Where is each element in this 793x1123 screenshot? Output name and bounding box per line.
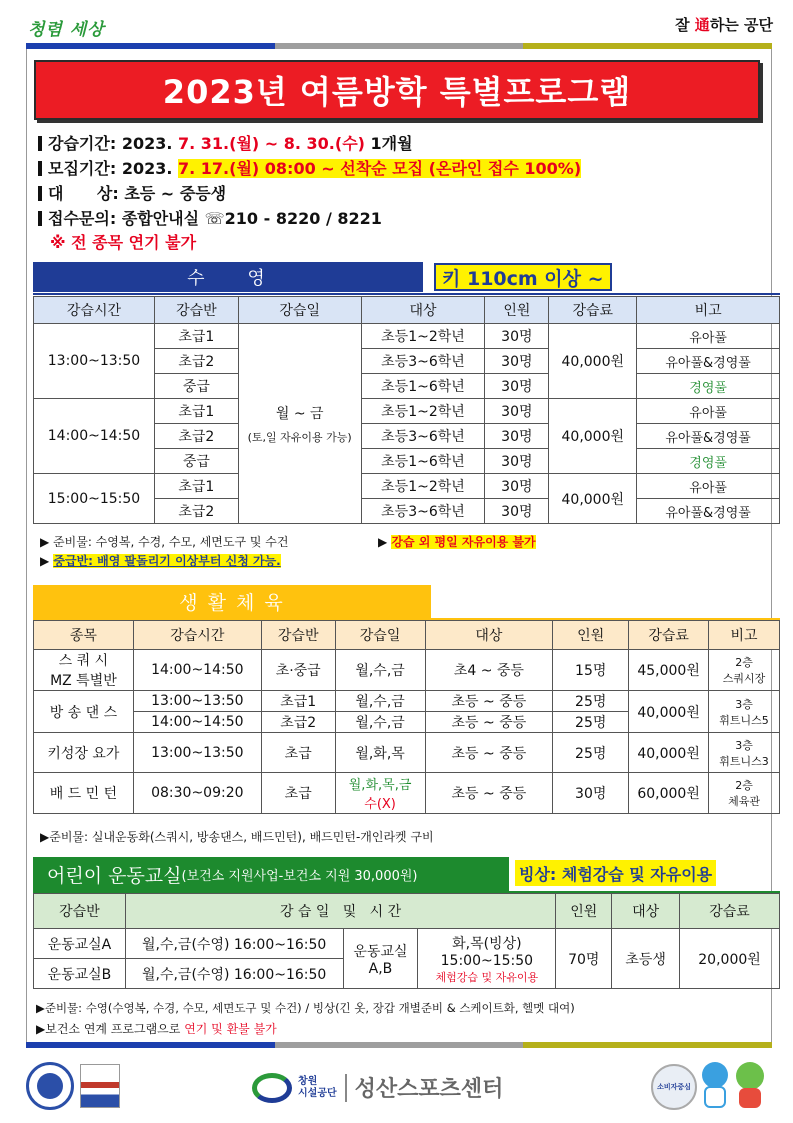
swim-col-fee: 강습료: [549, 297, 637, 324]
swim-time-cell: 15:00~15:50: [34, 474, 155, 524]
squash-name: 스 쿼 시: [58, 653, 109, 669]
swim-free-use-text: 강습 외 평일 자유이용 불가: [391, 535, 536, 549]
swim-time-cell: 13:00~13:50: [34, 324, 155, 399]
table-row: [34, 691, 780, 712]
life-col-days: 강습일: [335, 621, 425, 650]
swim-note-cell: 유아풀&경영풀: [637, 424, 780, 449]
life-sport-cell: 방 송 댄 스: [34, 691, 134, 733]
swirl-logo-icon: [252, 1073, 292, 1103]
life-section-header: [33, 585, 431, 618]
info-recruit: [38, 156, 581, 179]
life-target-cell: 초등 ~ 중등: [425, 691, 553, 712]
life-note-cell: [709, 733, 780, 773]
mascot-blue-icon: [700, 1062, 730, 1112]
life-fee-cell: 45,000원: [629, 650, 709, 691]
target-label: 대 상:: [48, 184, 119, 203]
life-target-cell: 초등 ~ 중등: [425, 773, 553, 814]
kids-class-cell: 운동교실A: [34, 929, 126, 959]
swim-target-cell: 초등1~2학년: [361, 399, 485, 424]
life-target-cell: 초4 ~ 중등: [425, 650, 553, 691]
swim-note-cell: 경영풀: [637, 374, 780, 399]
footer-org-logo: [252, 1072, 503, 1103]
arrow-icon: ▶: [40, 554, 54, 568]
kids-ice-note: [515, 860, 716, 886]
swim-people-cell: 30명: [485, 424, 549, 449]
swim-fee-cell: 40,000원: [549, 474, 637, 524]
life-prep-note: ▶준비물: 실내운동화(스쿼시, 방송댄스, 배드민턴), 배드민턴-개인라켓 구비: [40, 830, 434, 844]
circle-seal-icon: [26, 1062, 74, 1110]
badminton-days: 월,화,목,금: [348, 778, 412, 793]
swim-col-days: 강습일: [238, 297, 361, 324]
swim-people-cell: 30명: [485, 449, 549, 474]
footer-divider: [345, 1074, 347, 1102]
swim-col-time: 강습시간: [34, 297, 155, 324]
title-banner: [34, 60, 760, 120]
swim-free-use-note: [378, 533, 536, 550]
life-col-sport: 종목: [34, 621, 134, 650]
table-row: [34, 929, 780, 959]
swim-class-cell: 중급: [154, 374, 238, 399]
integrity-logo: [28, 14, 105, 40]
swim-height-note: [434, 263, 612, 291]
life-target-cell: 초등 ~ 중등: [425, 712, 553, 733]
kids-section-header: [33, 857, 509, 891]
life-people-cell: 15명: [553, 650, 629, 691]
swim-section-header: [33, 262, 423, 292]
swim-note-cell: 유아풀&경영풀: [637, 349, 780, 374]
life-note-cell: [709, 691, 780, 733]
arrow-icon: ▶: [378, 535, 392, 549]
swim-height-text: 키 110cm 이상 ~: [442, 267, 604, 290]
swim-days-sub: (토,일 자유이용 가능): [247, 430, 352, 444]
life-days-cell: 월,화,목: [335, 733, 425, 773]
kids-ice-days: 화,목(빙상): [452, 935, 522, 952]
bullet-marker: [38, 211, 42, 226]
kids-col-target: 대상: [612, 894, 680, 929]
slogan-pre: 잘: [675, 16, 695, 34]
swim-header-rule: [33, 293, 780, 295]
swim-section-title: 수 영: [187, 268, 269, 289]
life-col-people: 인원: [553, 621, 629, 650]
life-time-cell: 08:30~09:20: [133, 773, 261, 814]
swim-fee-cell: 40,000원: [549, 324, 637, 399]
target-value: 초등 ~ 중등생: [124, 184, 227, 203]
life-note-floor: 2층: [735, 656, 753, 669]
swim-note-cell: 유아풀&경영풀: [637, 499, 780, 524]
kids-ice-cell: [418, 929, 556, 989]
life-target-cell: 초등 ~ 중등: [425, 733, 553, 773]
life-class-cell: 초급: [261, 733, 335, 773]
swim-class-cell: 초급2: [154, 349, 238, 374]
kids-schedule-cell: 월,수,금(수영) 16:00~16:50: [125, 959, 343, 989]
swim-col-note: 비고: [637, 297, 780, 324]
info-target: [38, 181, 226, 204]
table-row: [34, 733, 780, 773]
life-note-floor: 2층: [735, 779, 753, 792]
kids-group-cell: [343, 929, 418, 989]
swim-people-cell: 30명: [485, 374, 549, 399]
kids-group-classes: A,B: [368, 960, 393, 977]
period-value: 7. 31.(월) ~ 8. 30.(수): [178, 134, 365, 153]
kids-col-class: 강습반: [34, 894, 126, 929]
badminton-days-excluded: 수(X): [364, 797, 396, 812]
swim-people-cell: 30명: [485, 474, 549, 499]
slogan: [675, 14, 773, 35]
life-class-cell: 초급: [261, 773, 335, 814]
life-days-cell: 월,수,금: [335, 712, 425, 733]
mascot-green-icon: [734, 1062, 766, 1112]
life-fee-cell: 40,000원: [629, 733, 709, 773]
swim-time-cell: 14:00~14:50: [34, 399, 155, 474]
swim-table: [33, 296, 780, 524]
swim-target-cell: 초등3~6학년: [361, 424, 485, 449]
info-period: [38, 131, 413, 154]
table-row: [34, 324, 780, 349]
swim-col-class: 강습반: [154, 297, 238, 324]
life-note-floor: 3층: [735, 697, 753, 711]
life-note-floor: 3층: [735, 738, 753, 752]
squash-subname: MZ 특별반: [50, 673, 117, 689]
swim-note-cell: 유아풀: [637, 399, 780, 424]
swim-fee-cell: 40,000원: [549, 399, 637, 474]
swim-people-cell: 30명: [485, 399, 549, 424]
life-time-cell: 13:00~13:50: [133, 691, 261, 712]
swim-class-cell: 초급1: [154, 324, 238, 349]
life-col-fee: 강습료: [629, 621, 709, 650]
bullet-marker: [38, 136, 42, 151]
life-time-cell: 14:00~14:50: [133, 650, 261, 691]
consumer-badge-text: 소비자중심: [657, 1083, 691, 1091]
period-label: 강습기간:: [48, 134, 117, 153]
integrity-logo-text: 청렴 세상: [28, 19, 105, 40]
life-days-cell: [335, 773, 425, 814]
kids-prep-note: ▶준비물: 수영(수영복, 수경, 수모, 세면도구 및 수건) / 빙상(긴 옷, 장갑 개별준비 & 스케이트화, 헬멧 대여): [36, 1001, 575, 1015]
contact-label: 접수문의:: [48, 209, 117, 228]
life-time-cell: 13:00~13:50: [133, 733, 261, 773]
life-sport-cell: [34, 650, 134, 691]
kids-section-sub: (보건소 지원사업-보건소 지원 30,000원): [181, 868, 418, 884]
kids-target-cell: 초등생: [612, 929, 680, 989]
kids-ice-time: 15:00~15:50: [440, 952, 534, 969]
contact-value: 종합안내실 ☏210 - 8220 / 8221: [121, 209, 382, 228]
life-section-title: 생 활 체 육: [179, 592, 285, 614]
page-title: 2023년 여름방학 특별프로그램: [162, 73, 632, 111]
org-small-text: 창원 시설공단: [298, 1075, 337, 1099]
life-note-room: 스쿼시장: [722, 672, 766, 685]
life-people-cell: 25명: [553, 733, 629, 773]
table-row: [34, 399, 780, 424]
life-days-cell: 월,수,금: [335, 691, 425, 712]
swim-prep-note: ▶ 준비물: 수영복, 수경, 수모, 세면도구 및 수건: [40, 535, 289, 549]
recruit-prefix: 2023.: [121, 159, 173, 178]
swim-class-cell: 초급2: [154, 499, 238, 524]
swim-note-cell: 유아풀: [637, 324, 780, 349]
swim-note-cell: 경영풀: [637, 449, 780, 474]
life-days-cell: 월,수,금: [335, 650, 425, 691]
swim-intermediate-note: [40, 552, 281, 569]
kids-ice-sub: 체험강습 및 자유이용: [435, 970, 539, 984]
life-note-room: 체육관: [728, 795, 760, 808]
life-class-cell: 초·중급: [261, 650, 335, 691]
slogan-accent: 通: [694, 16, 710, 34]
life-fee-cell: 60,000원: [629, 773, 709, 814]
life-col-class: 강습반: [261, 621, 335, 650]
info-contact: [38, 206, 382, 229]
life-people-cell: 25명: [553, 712, 629, 733]
kids-col-people: 인원: [556, 894, 612, 929]
swim-target-cell: 초등3~6학년: [361, 499, 485, 524]
swim-days-cell: [238, 324, 361, 524]
bullet-marker: [38, 161, 42, 176]
life-sport-cell: 배 드 민 턴: [34, 773, 134, 814]
kids-people-cell: 70명: [556, 929, 612, 989]
table-row: [34, 474, 780, 499]
life-class-cell: 초급2: [261, 712, 335, 733]
certification-mark-icon: [80, 1064, 120, 1108]
swim-class-cell: 초급1: [154, 474, 238, 499]
life-time-cell: 14:00~14:50: [133, 712, 261, 733]
swim-note-cell: 유아풀: [637, 474, 780, 499]
kids-health-note-pre: ▶보건소 연계 프로그램으로: [36, 1022, 185, 1036]
life-fee-cell: 40,000원: [629, 691, 709, 733]
period-prefix: 2023.: [121, 134, 173, 153]
life-sport-cell: 키성장 요가: [34, 733, 134, 773]
swim-people-cell: 30명: [485, 349, 549, 374]
period-suffix: 1개월: [370, 134, 413, 153]
consumer-badge-icon: [651, 1064, 697, 1110]
life-col-time: 강습시간: [133, 621, 261, 650]
kids-health-note-red: 연기 및 환불 불가: [184, 1022, 277, 1036]
life-note-cell: [709, 773, 780, 814]
bullet-marker: [38, 186, 42, 201]
swim-target-cell: 초등1~6학년: [361, 449, 485, 474]
kids-fee-cell: 20,000원: [680, 929, 780, 989]
kids-col-fee: 강습료: [680, 894, 780, 929]
bottom-color-bar: [26, 1042, 772, 1048]
slogan-post: 하는 공단: [709, 16, 773, 34]
kids-group-name: 운동교실: [353, 943, 408, 960]
kids-class-cell: 운동교실B: [34, 959, 126, 989]
swim-intermediate-text: 중급반: 배영 팔돌리기 이상부터 신청 가능.: [53, 554, 281, 568]
table-row: [34, 650, 780, 691]
life-note-room: 휘트니스3: [719, 754, 769, 768]
center-name: 성산스포츠센터: [354, 1077, 504, 1102]
life-note-cell: [709, 650, 780, 691]
recruit-value: 7. 17.(월) 08:00 ~ 선착순 모집 (온라인 접수 100%): [178, 159, 582, 178]
kids-schedule-cell: 월,수,금(수영) 16:00~16:50: [125, 929, 343, 959]
swim-class-cell: 초급1: [154, 399, 238, 424]
life-col-target: 대상: [425, 621, 553, 650]
swim-people-cell: 30명: [485, 499, 549, 524]
swim-target-cell: 초등1~2학년: [361, 324, 485, 349]
life-people-cell: 25명: [553, 691, 629, 712]
kids-table: [33, 893, 780, 989]
swim-target-cell: 초등3~6학년: [361, 349, 485, 374]
swim-people-cell: 30명: [485, 324, 549, 349]
life-note-room: 휘트니스5: [719, 713, 769, 727]
life-col-note: 비고: [709, 621, 780, 650]
recruit-label: 모집기간:: [48, 159, 117, 178]
kids-health-note: [36, 1020, 277, 1037]
life-people-cell: 30명: [553, 773, 629, 814]
table-row: [34, 773, 780, 814]
swim-class-cell: 중급: [154, 449, 238, 474]
swim-target-cell: 초등1~2학년: [361, 474, 485, 499]
life-table: [33, 620, 780, 814]
kids-col-schedule: 강 습 일 및 시 간: [125, 894, 555, 929]
kids-section-title: 어린이 운동교실: [47, 864, 182, 887]
kids-ice-note-text: 빙상: 체험강습 및 자유이용: [519, 864, 713, 884]
swim-class-cell: 초급2: [154, 424, 238, 449]
notice-no-postpone: ※ 전 종목 연기 불가: [50, 233, 197, 252]
swim-target-cell: 초등1~6학년: [361, 374, 485, 399]
life-class-cell: 초급1: [261, 691, 335, 712]
swim-col-people: 인원: [485, 297, 549, 324]
swim-col-target: 대상: [361, 297, 485, 324]
swim-days-main: 월 ~ 금: [275, 405, 324, 422]
